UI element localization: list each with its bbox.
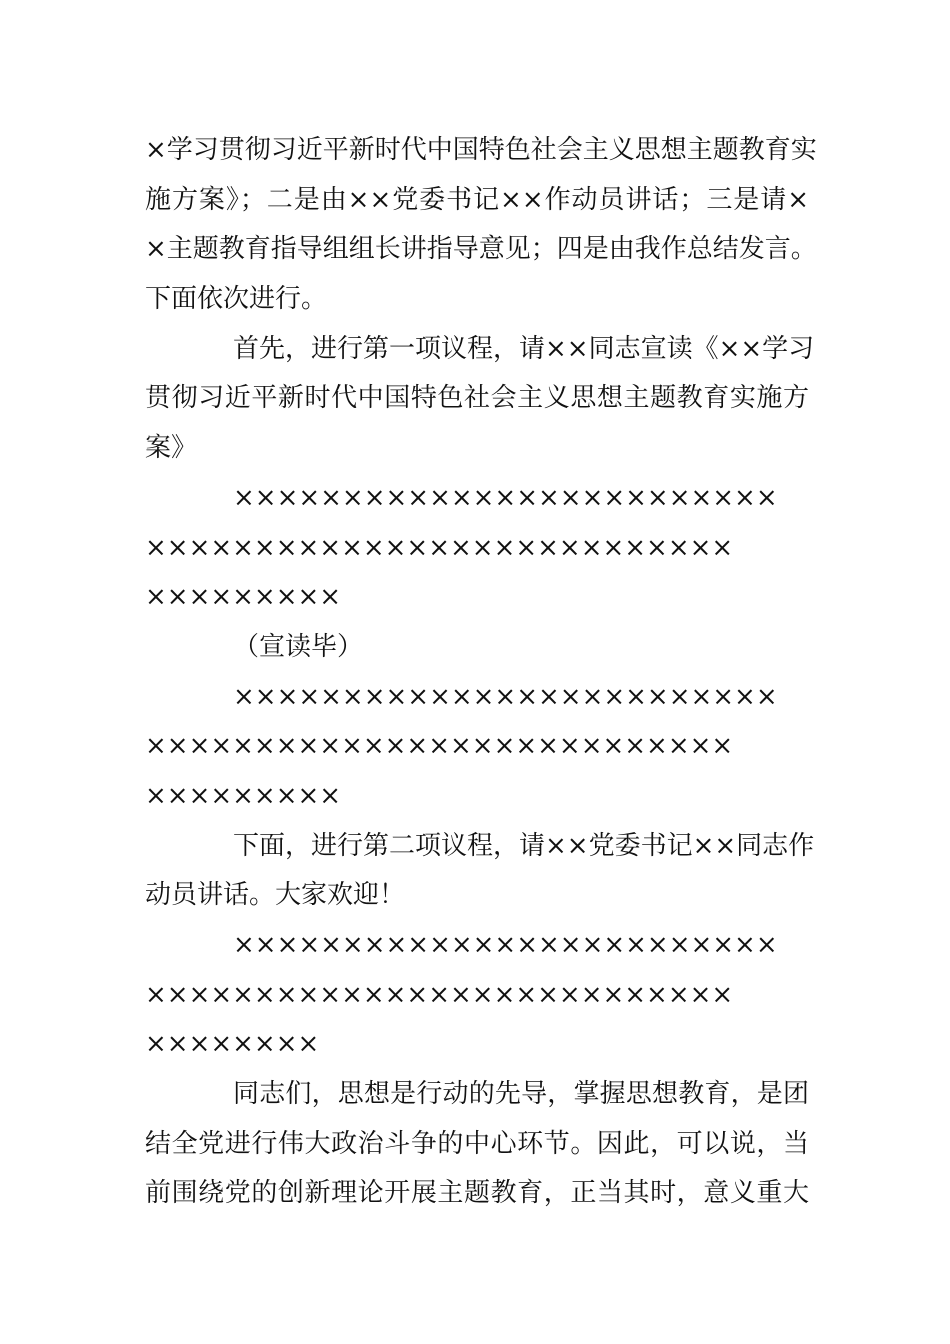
text-line: 动员讲话。大家欢迎！	[145, 880, 406, 911]
paragraph-first-line: 首先，进行第一项议程，请××同志宣读《××学习	[233, 333, 815, 364]
document-body	[145, 126, 817, 1219]
placeholder-line: ×××××××××	[145, 582, 342, 613]
paragraph-first-line: 下面，进行第二项议程，请××党委书记××同志作	[233, 830, 815, 861]
placeholder-line: ×××××××××	[145, 780, 342, 811]
placeholder-line: ×××××××××××××××××××××××××××	[145, 731, 734, 762]
placeholder-line: ×××××××××××××××××××××××××××	[145, 532, 734, 563]
placeholder-line: ×××××××××××××××××××××××××	[233, 930, 778, 960]
placeholder-line: ×××××××××××××××××××××××××××	[145, 979, 734, 1010]
reading-finished-note: （宣读毕）	[233, 631, 364, 662]
text-line: 结全党进行伟大政治斗争的中心环节。因此，可以说，当	[145, 1128, 809, 1159]
placeholder-line: ×××××××××××××××××××××××××	[233, 681, 778, 712]
text-line: 前围绕党的创新理论开展主题教育，正当其时，意义重大	[145, 1178, 809, 1209]
placeholder-line: ×××××××××××××××××××××××××	[233, 482, 778, 513]
paragraph-first-line: 同志们，思想是行动的先导，掌握思想教育，是团	[233, 1079, 809, 1110]
placeholder-line: ××××××××	[145, 1029, 320, 1060]
text-line: 贯彻习近平新时代中国特色社会主义思想主题教育实施方	[145, 383, 809, 414]
text-line: 案》	[145, 433, 198, 464]
text-line: ×主题教育指导组组长讲指导意见；四是由我作总结发言。	[145, 234, 817, 265]
text-line: ×学习贯彻习近平新时代中国特色社会主义思想主题教育实	[145, 135, 817, 165]
text-line: 施方案》；二是由××党委书记××作动员讲话；三是请×	[145, 184, 809, 215]
text-line: 下面依次进行。	[145, 284, 328, 315]
